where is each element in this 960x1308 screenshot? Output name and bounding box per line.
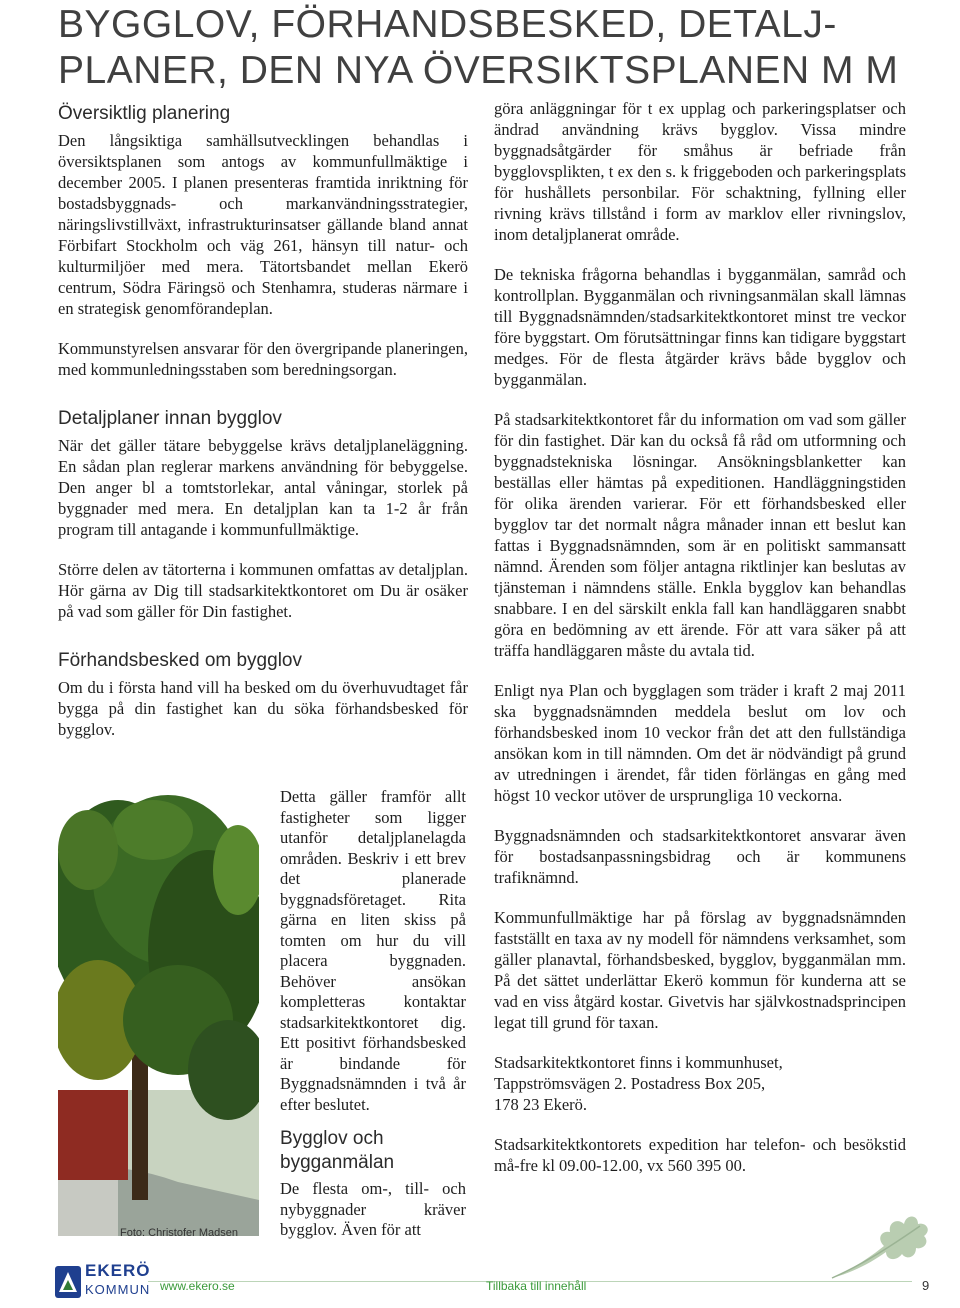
address-line: Tappströmsvägen 2. Postadress Box 205, — [494, 1074, 766, 1093]
middle-column — [280, 787, 466, 1241]
paragraph: Den långsiktiga samhällsutvecklingen behandlas i översiktsplanen som antogs av kommunfullmäktige i december 2005. I planen presenteras framtida inriktning för bostadsbyggnads- och markanvändningsstrategier, näringslivstillväxt, infrastrukturinsatser gällande bland annat Förbifart Stockholm och väg 261, hänsyn till natur- och kulturmiljöer med mera. Tätortsbandet mellan Ekerö centrum, Södra Färingsö och Stenhamra, studeras närmare i en strategisk genomförandeplan. — [58, 131, 468, 318]
paragraph: Kommunstyrelsen ansvarar för den övergripande planeringen, med kommunledningsstaben som beredningsorgan. — [58, 339, 468, 379]
section-heading-oversiktlig-planering: Översiktlig planering — [58, 103, 231, 124]
website-link[interactable]: www.ekero.se — [160, 1279, 235, 1293]
tree-photo — [58, 790, 259, 1236]
oak-leaf-icon — [824, 1198, 936, 1282]
paragraph: Större delen av tätorterna i kommunen omfattas av detaljplan. Hör gärna av Dig till stadsarkitektkontoret om Du är osäker på vad som gäller för Din fastighet. — [58, 560, 468, 621]
paragraph: Enligt nya Plan och bygglagen som träder i kraft 2 maj 2011 ska byggnadsnämnden meddela beslut om lov och förhandsbesked inom 10 veckor från det att den fullständiga ansökan kom in till nämnden. Om det är nödvändigt på grund av utredningen i ärendet, får tiden förlängas en gång med högst 10 veckor utöver de ursprungliga 10 veckorna. — [494, 681, 906, 805]
paragraph: Stadsarkitektkontorets expedition har telefon- och besökstid må-fre kl 09.00-12.00, vx 560 395 00. — [494, 1135, 906, 1175]
paragraph: De flesta om-, till- och nybyggnader kräver bygglov. Även för att — [280, 1179, 466, 1239]
paragraph: Byggnadsnämnden och stadsarkitektkontoret ansvarar även för bostadsanpassningsbidrag och är kommunens trafiknämnd. — [494, 826, 906, 887]
paragraph: De tekniska frågorna behandlas i bygganmälan, samråd och kontrollplan. Bygganmälan och rivningsanmälan skall lämnas till Byggnadsnämnden/stadsarkitektkontoret minst tre veckor före byggstart. Om förutsättningar finns kan tidigare byggstart medges. För de flesta åtgärder krävs både bygglov och bygganmälan. — [494, 265, 906, 389]
paragraph: Om du i första hand vill ha besked om du överhuvudtaget får bygga på din fastighet kan du söka förhandsbesked för bygglov. — [58, 678, 468, 739]
right-column — [494, 98, 906, 1176]
paragraph: När det gäller tätare bebyggelse krävs detaljplaneläggning. En sådan plan reglerar markens användning för bebyggelse. Den anger bl a tomtstorlekar, antal våningar, storlek på byggnader med mera. En detaljplan kan ta 1-2 år från program till antagande i kommunfullmäktige. — [58, 436, 468, 539]
section-heading-bygglov: Bygglov och bygganmälan — [280, 1128, 395, 1173]
left-column — [58, 102, 468, 740]
page-number: 9 — [922, 1278, 930, 1293]
page-title: BYGGLOV, FÖRHANDSBESKED, DETALJ- PLANER, DEN NYA ÖVERSIKTSPLANEN M M — [58, 3, 899, 92]
section-heading-forhandsbesked: Förhandsbesked om bygglov — [58, 650, 302, 671]
address-line: 178 23 Ekerö. — [494, 1095, 588, 1114]
section-heading-detaljplaner: Detaljplaner innan bygglov — [58, 408, 282, 429]
paragraph: Detta gäller framför allt fastigheter som ligger utanför detaljplanelagda områden. Beskriv i ett brev det planerade byggnadsföretaget. Rita gärna en liten skiss på tomten om hur du vill placera byggnaden. Behöver ansökan kompletteras kontaktar stadsarkitektkontoret dig. Ett positivt förhandsbesked är bindande för Byggnadsnämnden i två år efter beslutet. — [280, 787, 466, 1114]
photo-caption: Foto: Christofer Madsen — [120, 1227, 238, 1239]
logo-subtitle: KOMMUN — [85, 1282, 151, 1297]
paragraph: göra anläggningar för t ex upplag och parkeringsplatser och ändrad användning krävs bygglov. Vissa mindre byggnadsåtgärder för småhus är befriade från bygglovsplikten, t ex den s. k friggeboden och parkeringsplats för hushållets personbilar. För schaktning, fyllning eller rivning krävs tillstånd i form av marklov eller rivningslov, inom detaljplanerat område. — [494, 99, 906, 244]
address-line: Stadsarkitektkontoret finns i kommunhuset, — [494, 1053, 783, 1072]
logo-name: EKERÖ — [85, 1261, 151, 1280]
back-to-contents-link[interactable]: Tillbaka till innehåll — [486, 1279, 587, 1293]
paragraph: På stadsarkitektkontoret får du information om vad som gäller för din fastighet. Där kan du också få råd om utformning och byggnadstekniska lösningar. Ansökningsblanketter kan beställas eller hämtas på expeditionen. Handläggningstiden för olika ärenden varierar. För ett förhandsbesked eller bygglov tar det normalt några månader innan ett beslut kan fattas i Byggnadsnämnden, som är en politiskt sammansatt nämnd. Ärenden som följer antagna riktlinjer kan beslutas av tjänsteman i nämndens ställe. Enkla bygglov kan behandlas snabbare. I en del särskilt enkla fall kan handläggaren snabbt göra en bedömning av ett ärende. För att vara säker på att träffa handläggaren måste du avtala tid. — [494, 410, 906, 660]
paragraph: Kommunfullmäktige har på förslag av byggnadsnämnden fastställt en taxa av ny modell för nämndens verksamhet, som gäller planavtal, förhandsbesked, bygglov, bygganmälan mm. På det sättet underlättar Ekerö kommun för kunderna att se vad en viss åtgärd kostar. Givetvis har självkostnadsprincipen legat till grund för taxan. — [494, 908, 906, 1032]
